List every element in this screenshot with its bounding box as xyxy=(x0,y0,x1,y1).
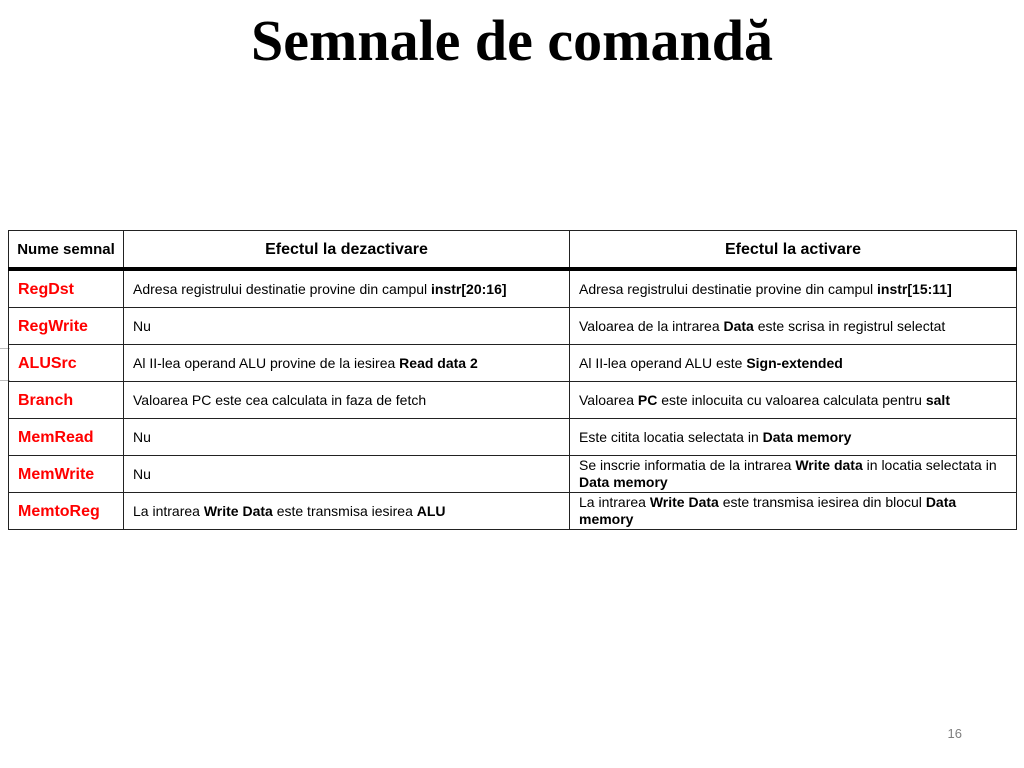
effect-text-bold: Data xyxy=(723,317,754,334)
table-row xyxy=(9,493,1017,530)
effect-text: este inlocuita cu valoarea calculata pentru xyxy=(657,391,926,408)
effect-text-bold: Sign-extended xyxy=(746,354,843,371)
header-activation-effect: Efectul la activare xyxy=(570,231,1017,270)
deactivation-effect xyxy=(124,345,570,382)
effect-text-bold: Write Data xyxy=(203,502,273,519)
effect-text: Valoarea de la intrarea xyxy=(579,317,724,334)
control-signals-table xyxy=(8,230,1017,530)
header-signal-name: Nume semnal xyxy=(9,231,124,270)
signal-name: Branch xyxy=(9,382,124,419)
signal-name: RegDst xyxy=(9,269,124,308)
effect-text: Este citita locatia selectata in xyxy=(579,428,763,445)
effect-text: este transmisa iesirea din blocul xyxy=(718,494,926,510)
effect-text: La intrarea xyxy=(133,502,204,519)
effect-text-bold: Data memory xyxy=(762,428,852,445)
signal-name: RegWrite xyxy=(9,308,124,345)
effect-text-bold: instr[15:11] xyxy=(877,280,952,297)
table-row xyxy=(9,456,1017,493)
activation-effect xyxy=(570,456,1017,493)
effect-text: Valoarea xyxy=(579,391,638,408)
effect-text: Al II-lea operand ALU este xyxy=(579,354,747,371)
effect-text-bold: Write data xyxy=(795,457,863,473)
effect-text: este transmisa iesirea xyxy=(272,502,417,519)
effect-text-bold: salt xyxy=(925,391,950,408)
deactivation-effect xyxy=(124,419,570,456)
effect-text: Al II-lea operand ALU provine de la iesirea xyxy=(133,354,400,371)
signal-name: MemtoReg xyxy=(9,493,124,530)
table-body xyxy=(9,269,1017,530)
table-row xyxy=(9,345,1017,382)
activation-effect xyxy=(570,382,1017,419)
deactivation-effect xyxy=(124,382,570,419)
deactivation-effect xyxy=(124,456,570,493)
effect-text: in locatia selectata in xyxy=(862,457,997,473)
activation-effect xyxy=(570,308,1017,345)
table-row xyxy=(9,419,1017,456)
signal-name: MemRead xyxy=(9,419,124,456)
activation-effect xyxy=(570,345,1017,382)
effect-text: este scrisa in registrul selectat xyxy=(753,317,946,334)
activation-effect xyxy=(570,493,1017,530)
effect-text: Valoarea PC este cea calculata in faza de fetch xyxy=(133,391,427,408)
activation-effect xyxy=(570,419,1017,456)
effect-text: Nu xyxy=(133,465,151,482)
deactivation-effect xyxy=(124,308,570,345)
effect-text-bold: Data memory xyxy=(579,494,957,527)
effect-text-bold: Data memory xyxy=(579,474,668,490)
table-row xyxy=(9,308,1017,345)
deactivation-effect xyxy=(124,493,570,530)
table-header-row xyxy=(9,231,1017,270)
table-row xyxy=(9,382,1017,419)
effect-text: Adresa registrului destinatie provine din campul xyxy=(133,280,432,297)
signal-name: MemWrite xyxy=(9,456,124,493)
effect-text-bold: Write Data xyxy=(649,494,719,510)
table-row xyxy=(9,269,1017,308)
signal-name: ALUSrc xyxy=(9,345,124,382)
effect-text: La intrarea xyxy=(579,494,650,510)
effect-text-bold: Read data 2 xyxy=(399,354,478,371)
effect-text-bold: PC xyxy=(637,391,658,408)
page-number: 16 xyxy=(947,726,962,741)
effect-text-bold: instr[20:16] xyxy=(431,280,507,297)
effect-text: Se inscrie informatia de la intrarea xyxy=(579,457,796,473)
activation-effect xyxy=(570,269,1017,308)
slide-title: Semnale de comandă xyxy=(251,8,773,73)
effect-text: Nu xyxy=(133,428,151,445)
header-deactivation-effect: Efectul la dezactivare xyxy=(124,231,570,270)
deactivation-effect xyxy=(124,269,570,308)
effect-text: Adresa registrului destinatie provine din campul xyxy=(579,280,878,297)
effect-text: Nu xyxy=(133,317,151,334)
effect-text-bold: ALU xyxy=(416,502,446,519)
